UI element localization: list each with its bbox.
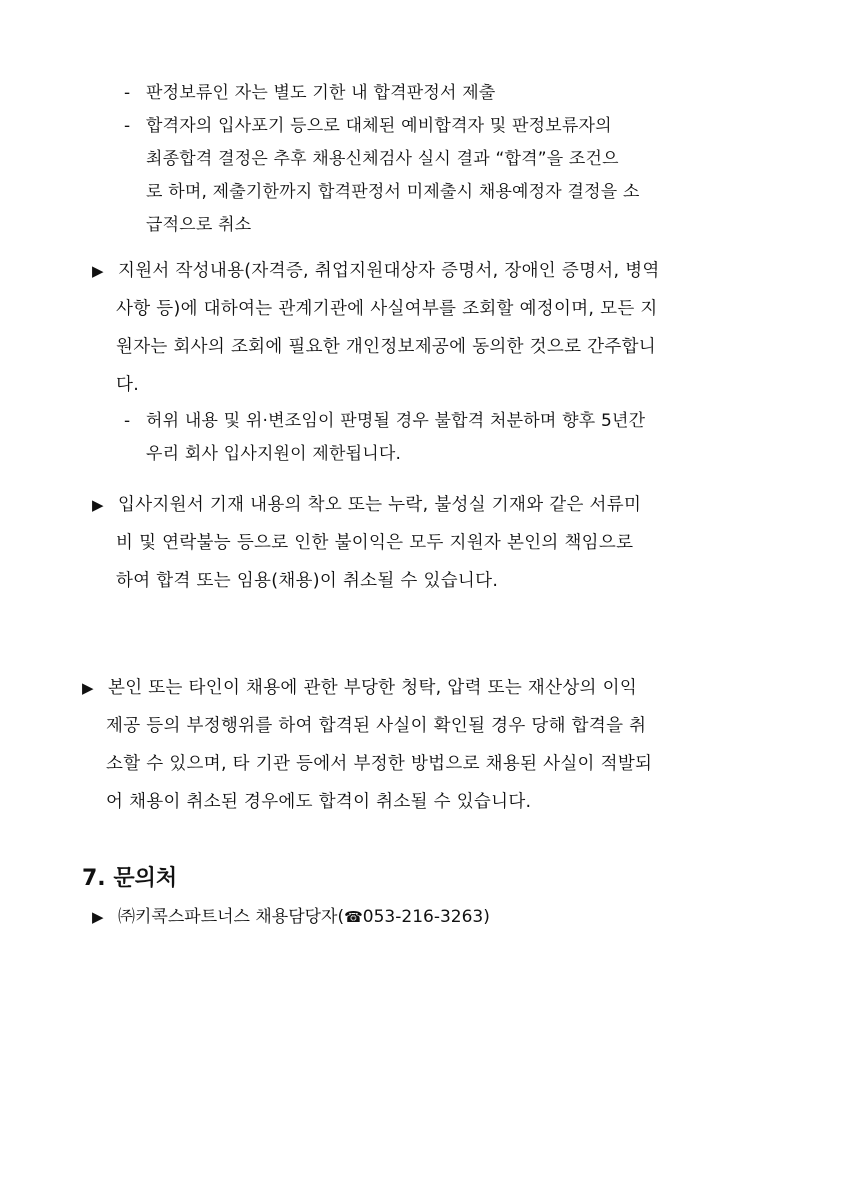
notice-paragraph-errors [92,486,641,600]
dash-item-line: 우리 회사 입사지원이 제한됩니다. [146,444,402,464]
notice-paragraph-misconduct [82,669,652,821]
arrow-bullet-icon: ▶ [92,496,104,514]
dash-item-text: 판정보류인 자는 별도 기한 내 합격판정서 제출 [146,83,496,103]
para-line: 어 채용이 취소된 경우에도 합격이 취소될 수 있습니다. [106,792,532,812]
notice-paragraph-verification [92,252,660,404]
dash-item-line: 급적으로 취소 [146,215,252,235]
dash-item-line: 허위 내용 및 위·변조임이 판명될 경우 불합격 처분하며 향후 5년간 [146,411,646,431]
dash-item-line: 로 하며, 제출기한까지 합격판정서 미제출시 채용예정자 결정을 소 [146,182,640,202]
para-line [82,669,652,707]
dash-marker: - [124,83,131,103]
para-text: 본인 또는 타인이 채용에 관한 부당한 청탁, 압력 또는 재산상의 이익 [108,678,638,698]
para-line [92,252,660,290]
arrow-bullet-icon: ▶ [92,908,104,926]
dash-item-pending [124,77,784,110]
para-line: 다. [116,375,140,395]
para-text: 입사지원서 기재 내용의 착오 또는 누락, 불성실 기재와 같은 서류미 [118,495,642,515]
section-heading: 7. 문의처 [82,866,178,891]
dash-item-false-info [124,405,784,471]
dash-item-reserve [124,110,784,242]
dash-item-line: 합격자의 입사포기 등으로 대체된 예비합격자 및 판정보류자의 [146,116,612,136]
para-line [92,486,641,524]
contact-phone: 053-216-3263 [362,907,484,927]
arrow-bullet-icon: ▶ [82,679,94,697]
contact-line [92,902,490,932]
para-line: 사항 등)에 대하여는 관계기관에 사실여부를 조회할 예정이며, 모든 지 [116,299,658,319]
dash-marker: - [124,116,131,136]
dash-marker: - [124,411,131,431]
para-text: 지원서 작성내용(자격증, 취업지원대상자 증명서, 장애인 증명서, 병역 [118,261,660,281]
phone-icon: ☎ [344,908,363,926]
dash-item-line: 최종합격 결정은 추후 채용신체검사 실시 결과 “합격”을 조건으 [146,149,619,169]
para-line: 비 및 연락불능 등으로 인한 불이익은 모두 지원자 본인의 책임으로 [116,533,634,553]
contact-name: ㈜키콕스파트너스 채용담당자( [118,907,345,927]
contact-suffix: ) [483,907,490,927]
para-line: 제공 등의 부정행위를 하여 합격된 사실이 확인될 경우 당해 합격을 취 [106,716,647,736]
para-line: 원자는 회사의 조회에 필요한 개인정보제공에 동의한 것으로 간주합니 [116,337,656,357]
para-line: 하여 합격 또는 임용(채용)이 취소될 수 있습니다. [116,571,499,591]
arrow-bullet-icon: ▶ [92,262,104,280]
para-line: 소할 수 있으며, 타 기관 등에서 부정한 방법으로 채용된 사실이 적발되 [106,754,653,774]
